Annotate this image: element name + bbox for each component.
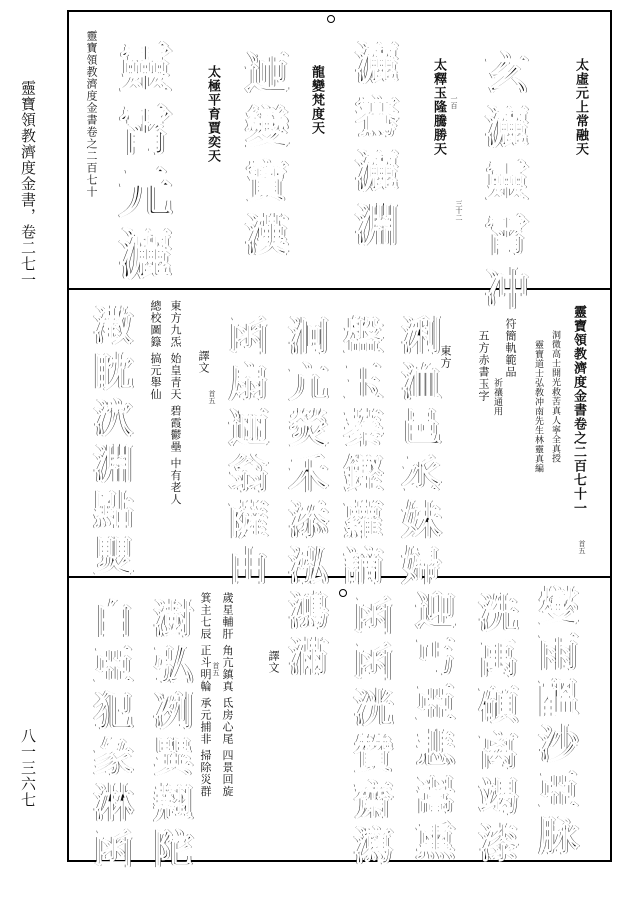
seal-script-column: 鴻滿 [282,590,329,682]
translation-label: 譯文 [197,350,210,374]
seal-script-column: 洗禹碩离竭漆 [472,592,519,868]
book-title: 靈寶領教濟度金書 [19,80,37,208]
seal-script-column: 泂亢熒禾添泓 [282,315,329,591]
direction-label: 東方 [439,345,452,369]
credit-line-1: 洞微高士開光救苦真人寧全真授 [550,330,560,463]
translation-label: 譯文 [267,650,280,674]
page-number: 八一三六七 [19,728,37,808]
translation-line-1: 東方九炁 始皇青天 碧霞鬱壘 中有老人 [169,300,182,506]
seal-script-column: 澂眈泬淵點煛 [87,305,134,581]
seal-script-column: 盤玉蓁鏗蘿謫 [337,315,384,591]
block-marker-1: 三十二 [455,200,463,221]
block-marker: 首五 [208,390,216,404]
seal-script-column: 白亞犯彖淋函 [87,598,134,874]
heaven-name-2: 太釋玉隆騰勝天 [431,58,446,156]
seal-script-column: 浰洫邑丞妹婦 [395,315,442,591]
translation-line-2: 箕主七辰 正斗明輪 承元捕非 掃除災群 [199,592,212,798]
running-header [20,80,35,288]
block-marker: 首五 [212,662,220,676]
translation-line-2: 總校圖籙 搞元舉仙 [149,300,162,401]
volume-title: 靈寶領教濟度金書卷之二百七十一 [571,305,586,515]
heaven-name-4: 太極平育賈奕天 [205,65,220,163]
binding-dot-top [327,15,335,23]
volume-end-title: 靈寶領教濟度金書卷之二百七十 [85,30,98,198]
section-title: 符簡軌範品 [504,318,517,378]
seal-script-column: 灑鶱灑淵 [347,40,398,256]
block-marker-2: 一百 [450,95,458,109]
volume-number: 卷二七一 [19,224,37,288]
credit-line-2: 靈寶道士弘敎冲南先生林靈真編 [533,340,543,473]
seal-script-column: 迎丐亞悲翯熏 [409,590,456,866]
seal-script-column: 迊變寶漢 [237,50,288,266]
seal-script-column: 澍弘冽巽翹陀 [147,598,194,874]
seal-script-column: 靈霄元灑 [110,40,174,288]
header-sep: ， [19,208,37,224]
seal-script-column: 函扇逦翁薩由 [222,315,269,591]
translation-line-1: 歲星輔肝 角亢鎮真 氐房心尾 四景回旋 [221,592,234,798]
divider-top [67,288,612,290]
seal-script-column: 函函洸贊齋瀉 [347,595,394,871]
section-note: 祈禳通用 [492,378,502,416]
heaven-name-1: 太虛元上常融天 [573,58,588,156]
seal-script-column: 燮雨醞沙亞脉 [532,585,579,861]
seal-script-column: 玄灑靈霄冲 [477,50,528,320]
subsection-title: 五方赤書玉字 [477,330,490,402]
heaven-name-3: 龍變梵度天 [309,65,324,135]
page-marker: 首五 [578,540,586,554]
